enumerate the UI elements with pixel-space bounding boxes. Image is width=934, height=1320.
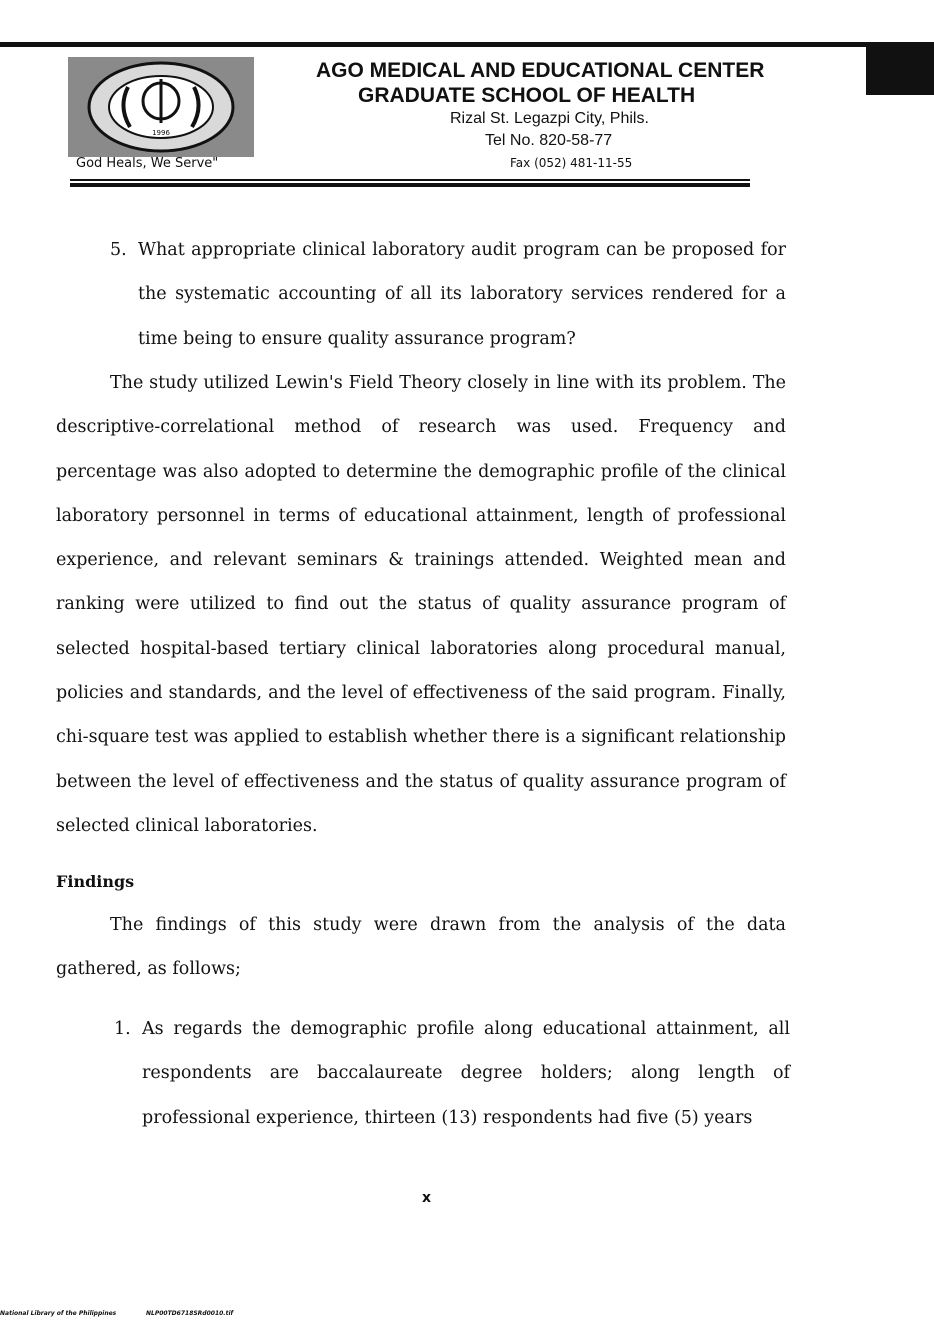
school-name: GRADUATE SCHOOL OF HEALTH: [358, 84, 696, 107]
list-item-number: 5.: [110, 240, 127, 260]
org-name: AGO MEDICAL AND EDUCATIONAL CENTER: [316, 59, 765, 82]
list-item-1: As regards the demographic profile along educational attainment, all respondents are baccalaureate degree holders; along length of professional experience, thirteen (13) respondents had five (5) years: [142, 1019, 790, 1128]
address: Rizal St. Legazpi City, Phils.: [450, 110, 649, 127]
list-item-5: What appropriate clinical laboratory audit program can be proposed for the systematic accounting of all its laboratory services rendered for a time being to ensure quality assurance program?: [138, 240, 786, 349]
footer-file-id: NLP00TD6718SRd0010.tif: [146, 1310, 234, 1317]
header-rule-thick: [70, 183, 750, 187]
logo-year: 1996: [152, 129, 170, 137]
methodology-paragraph: The study utilized Lewin's Field Theory closely in line with its problem. The descriptive-correlational method of research was used. Frequency and percentage was also adopted to determine the demographic profile of the clinical laboratory personnel in terms of educational attainment, length of professional experience, and relevant seminars & trainings attended. Weighted mean and ranking were utilized to find out the status of quality assurance program of selected hospital-based tertiary clinical laboratories along procedural manual, policies and standards, and the level of effectiveness of the said program. Finally, chi-square test was applied to establish whether there is a significant relationship between the level of effectiveness and the status of quality assurance program of selected clinical laboratories.: [56, 373, 786, 836]
top-border-rule: [0, 42, 934, 47]
fax: Fax (052) 481-11-55: [510, 156, 633, 170]
telephone: Tel No. 820-58-77: [485, 132, 613, 149]
footer-library: National Library of the Philippines: [0, 1310, 117, 1317]
findings-heading: Findings: [56, 872, 135, 891]
motto: God Heals, We Serve": [76, 156, 219, 171]
page-number: x: [422, 1190, 432, 1206]
header-rule-thin: [70, 179, 750, 181]
list-item-number: 1.: [114, 1019, 131, 1039]
findings-intro-paragraph: The findings of this study were drawn from the analysis of the data gathered, as follows;: [56, 915, 786, 980]
